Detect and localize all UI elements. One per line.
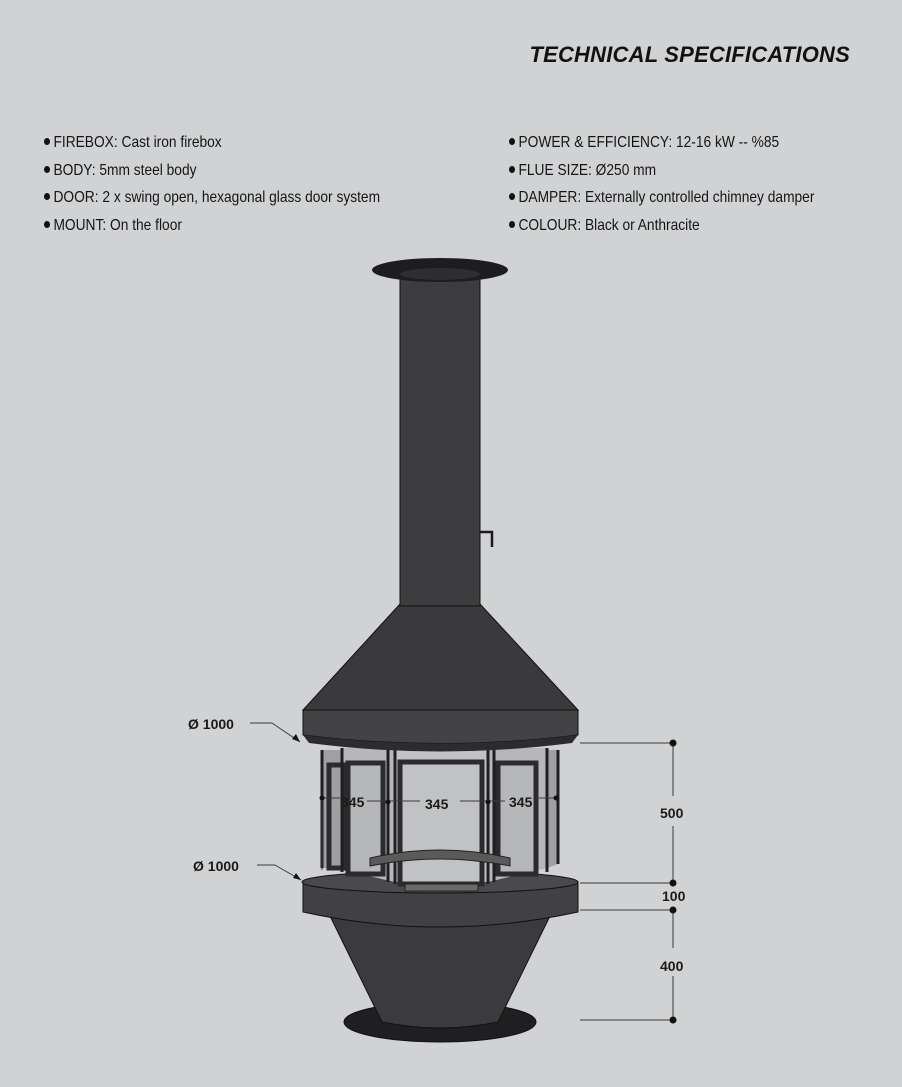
glass-width-right-label: 345 [509,794,533,810]
base-height-label: 100 [662,888,686,904]
damper-handle [480,532,492,547]
glass-firebox [322,748,558,891]
spec-value: Cast iron firebox [121,134,222,151]
spec-label: FLUE SIZE [518,161,589,179]
glass-height-label: 500 [660,805,684,821]
spec-label: DAMPER [518,189,578,206]
glass-width-left-label: 345 [341,794,365,810]
glass-width-center-label: 345 [425,796,449,812]
spec-label: BODY [53,161,92,179]
spec-item-colour: COLOUR: Black or Anthracite [509,212,814,240]
hood-cone [303,604,578,710]
spec-item-flue: FLUE SIZE: Ø250 mm [509,157,814,185]
spec-item-mount: MOUNT: On the floor [44,212,380,240]
spec-value: 2 x swing open, hexagonal glass door system [102,189,381,206]
spec-value: Externally controlled chimney damper [584,189,815,206]
spec-value: Ø250 mm [595,161,657,179]
spec-value: 12-16 kW -- %85 [675,134,780,151]
flue-pipe [400,274,480,606]
spec-item-power: POWER & EFFICIENCY: 12-16 kW -- %85 [509,129,814,157]
spec-item-damper: DAMPER: Externally controlled chimney damper [509,184,814,212]
page-title: TECHNICAL SPECIFICATIONS [529,42,850,67]
cone-height-label: 400 [660,958,684,974]
spec-label: POWER & EFFICIENCY [518,134,669,151]
spec-value: 5mm steel body [99,161,197,179]
hood-rim [303,710,578,744]
spec-item-door: DOOR: 2 x swing open, hexagonal glass door system [44,184,380,212]
hood-diameter-label: Ø 1000 [188,716,234,732]
spec-item-firebox: FIREBOX: Cast iron firebox [44,129,380,157]
spec-value: On the floor [110,216,182,234]
spec-label: FIREBOX [53,134,114,151]
spec-label: MOUNT [53,216,103,234]
base-diameter-label: Ø 1000 [193,858,239,874]
spec-label: DOOR [53,189,95,206]
spec-value: Black or Anthracite [584,216,700,234]
spec-label: COLOUR [518,216,578,234]
spec-item-body: BODY: 5mm steel body [44,157,380,185]
